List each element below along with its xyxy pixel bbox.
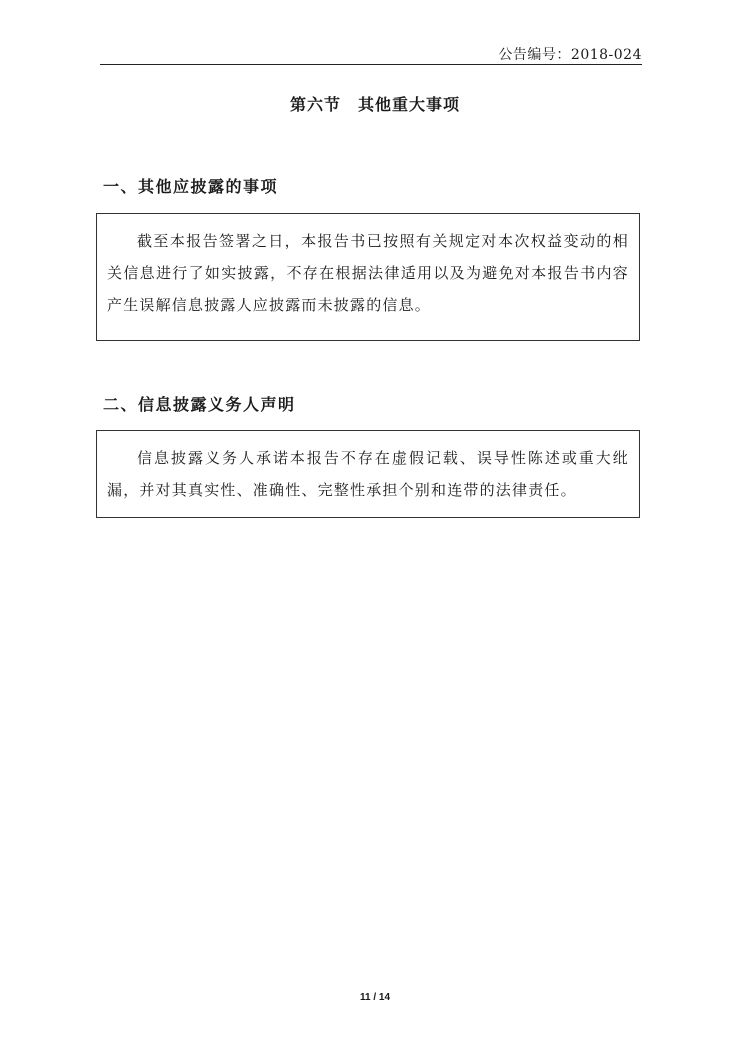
- other-disclosures-box: [96, 213, 640, 341]
- page-number: 11 / 14: [359, 992, 391, 1003]
- other-disclosures-text: 截至本报告签署之日，本报告书已按照有关规定对本次权益变动的相关信息进行了如实披露，不存在根据法律适用以及为避免对本报告书内容产生误解信息披露人应披露而未披露的信息。: [107, 232, 629, 314]
- header-divider: [100, 64, 642, 65]
- heading-discloser-statement: 二、信息披露义务人声明: [103, 395, 296, 414]
- section-title: 第六节 其他重大事项: [289, 95, 460, 114]
- discloser-statement-box: [96, 430, 640, 518]
- discloser-statement-text: 信息披露义务人承诺本报告不存在虚假记载、误导性陈述或重大纰漏，并对其真实性、准确性、完整性承担个别和连带的法律责任。: [107, 449, 629, 499]
- heading-other-disclosures: 一、其他应披露的事项: [103, 177, 279, 196]
- announcement-code: 公告编号：2018-024: [498, 47, 642, 63]
